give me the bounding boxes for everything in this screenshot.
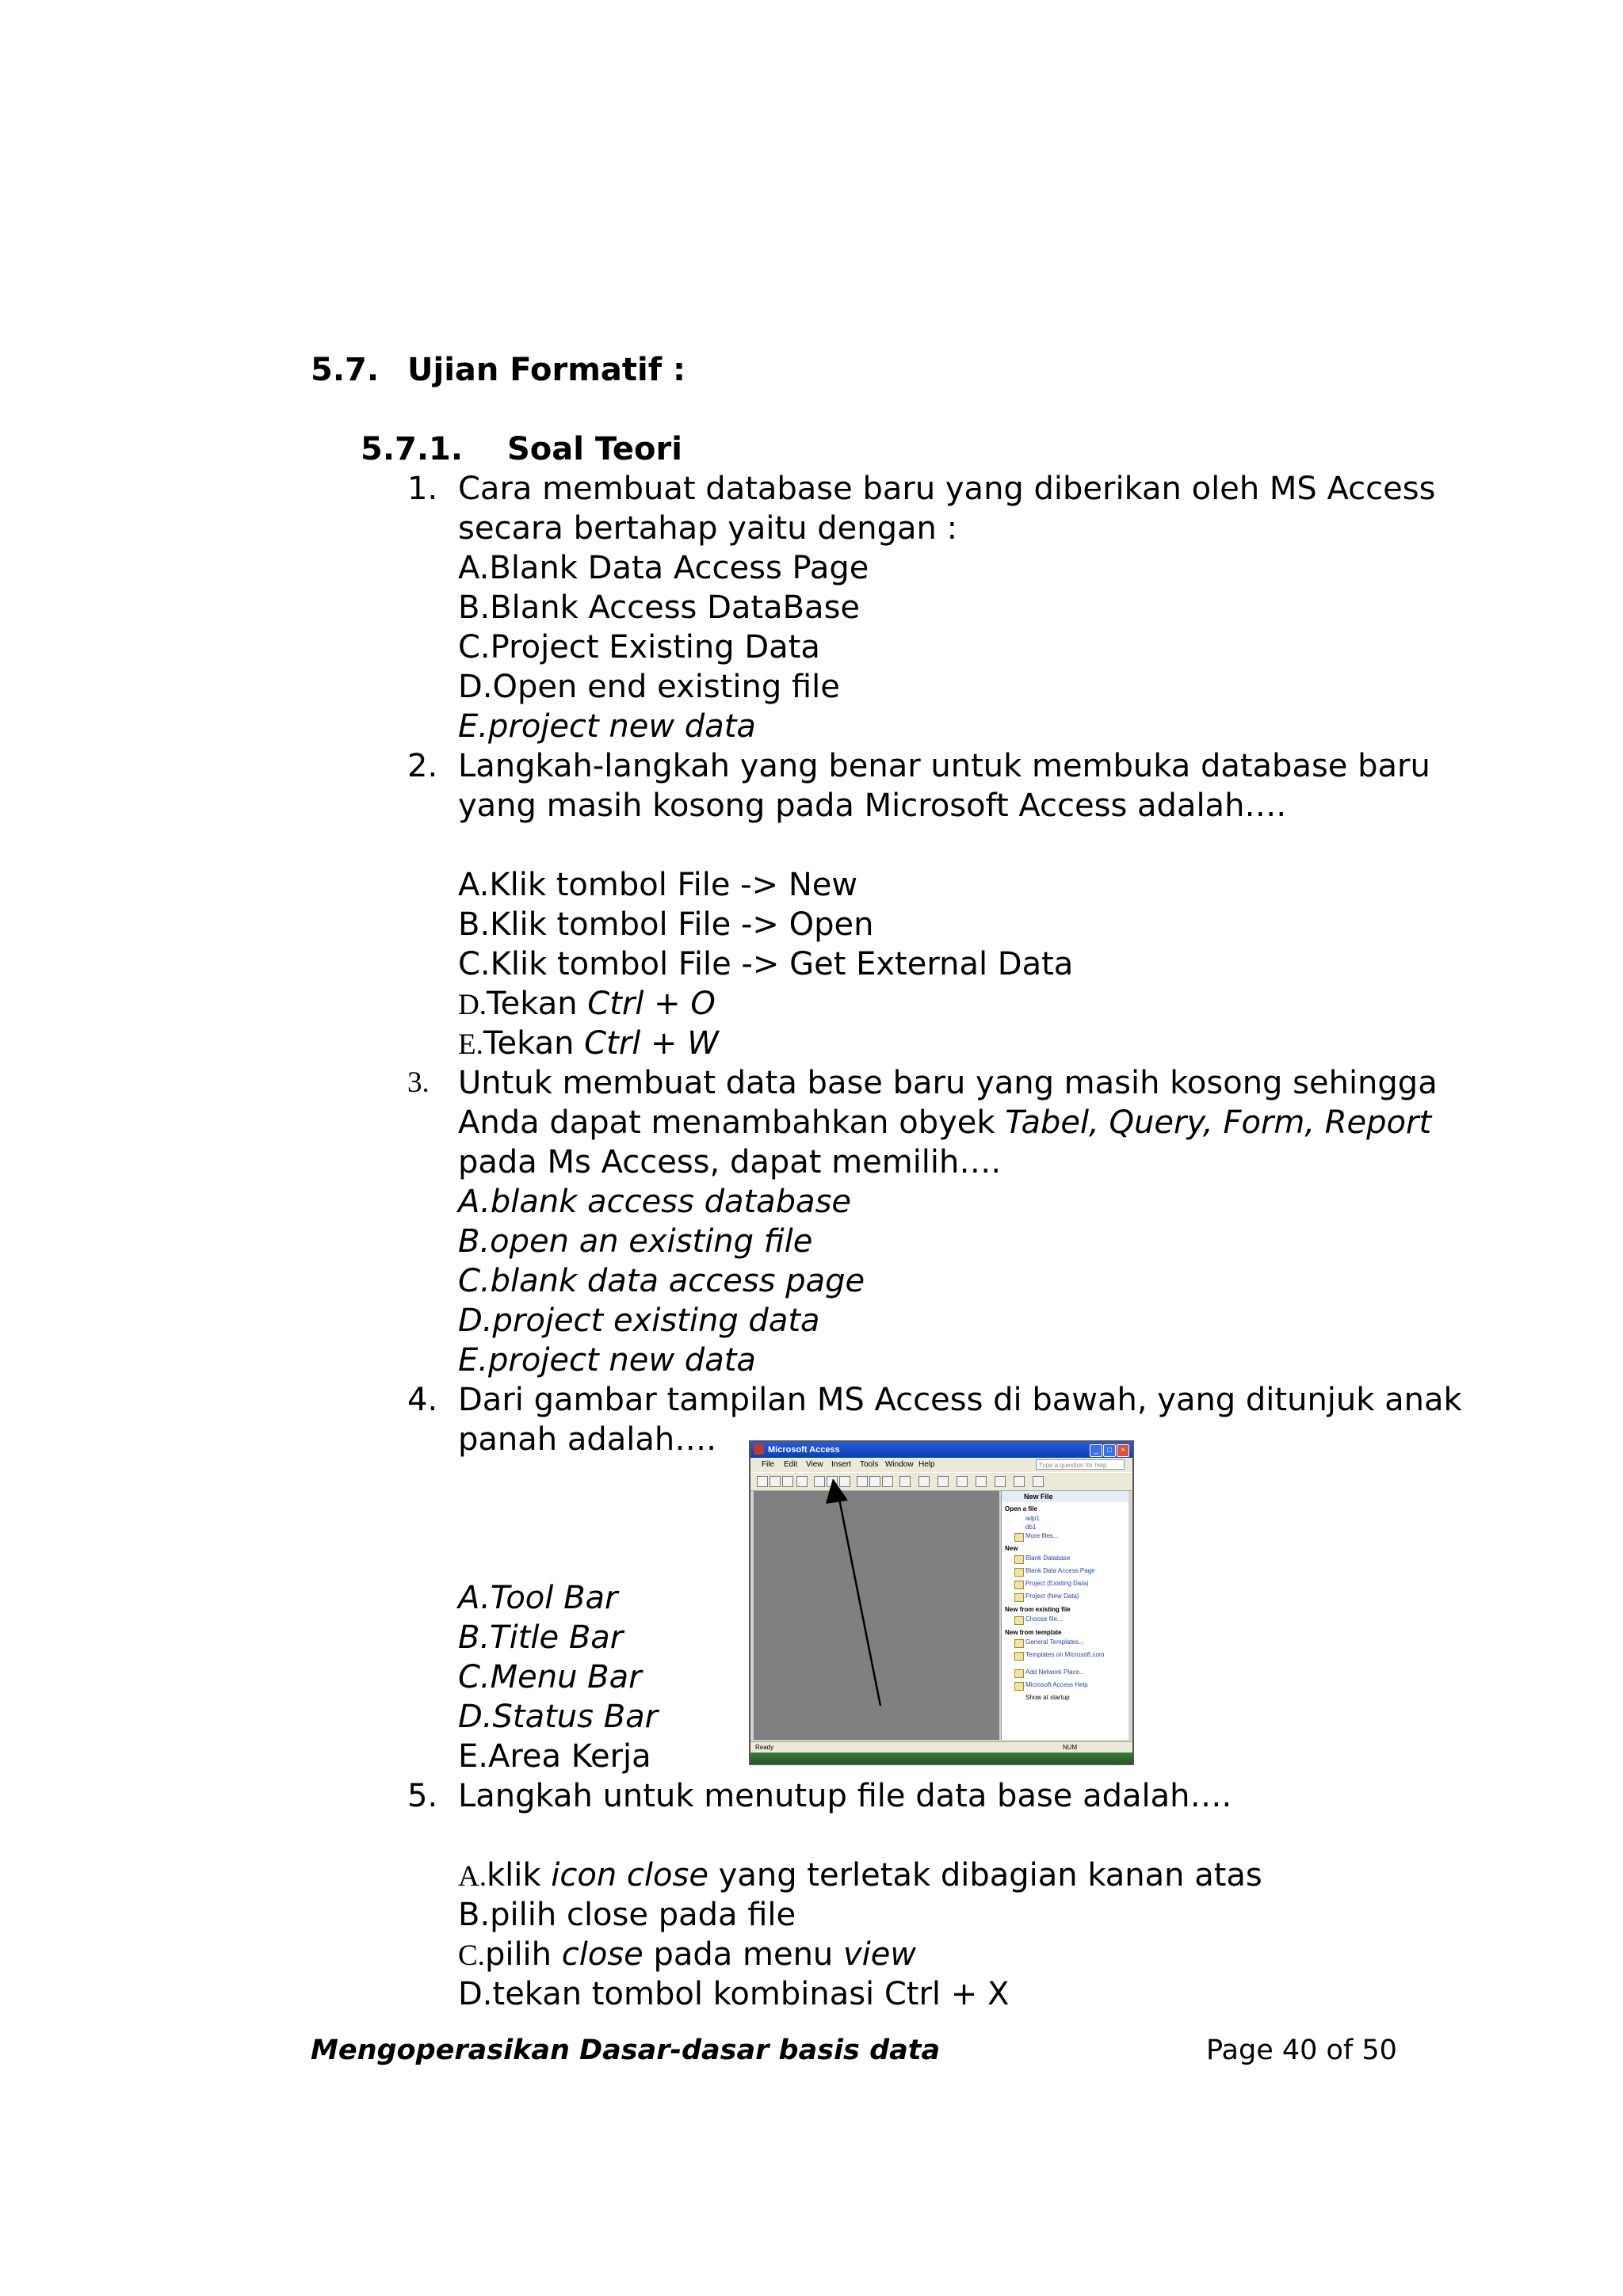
menu-file: File bbox=[762, 1460, 775, 1469]
q2-line1: Langkah-langkah yang benar untuk membuka database baru bbox=[458, 748, 1430, 784]
q5-option-c bbox=[458, 1935, 916, 1976]
q3-line2-text: Anda dapat menambahkan obyek bbox=[458, 1104, 1006, 1141]
section-number: 5.7. bbox=[311, 352, 380, 388]
subsection-title: Soal Teori bbox=[507, 431, 682, 467]
pane-link-templates-microsoft: Templates on Microsoft.com bbox=[1025, 1651, 1105, 1658]
q4-option-e: E.Area Kerja bbox=[458, 1738, 651, 1775]
q1-line1: Cara membuat database baru yang diberikan oleh MS Access bbox=[458, 471, 1436, 507]
close-icon: × bbox=[1117, 1444, 1129, 1457]
help-question-box: Type a question for help bbox=[1036, 1459, 1125, 1470]
q4-option-b: B.Title Bar bbox=[458, 1619, 624, 1656]
pane-show-at-startup: Show at startup bbox=[1025, 1694, 1070, 1701]
q3-number: 3. bbox=[407, 1066, 430, 1099]
ms-access-screenshot bbox=[749, 1440, 1134, 1765]
q5-option-c-letter: C. bbox=[458, 1939, 485, 1972]
menu-help: Help bbox=[918, 1460, 935, 1469]
pane-link-blank-data-access-page: Blank Data Access Page bbox=[1025, 1567, 1095, 1574]
status-num: NUM bbox=[1063, 1744, 1078, 1751]
q2-option-a: A.Klik tombol File -> New bbox=[458, 867, 858, 903]
q1-option-b: B.Blank Access DataBase bbox=[458, 589, 861, 626]
section-title: Ujian Formatif : bbox=[407, 352, 686, 388]
pane-link-project-existing: Project (Existing Data) bbox=[1025, 1580, 1089, 1587]
q4-option-c: C.Menu Bar bbox=[458, 1659, 642, 1695]
q2-number: 2. bbox=[407, 748, 438, 784]
q1-option-e: E.project new data bbox=[458, 708, 756, 745]
pane-link-choose-file: Choose file... bbox=[1025, 1615, 1063, 1623]
q5-option-a-text2: icon close bbox=[551, 1857, 708, 1894]
screenshot-title: Microsoft Access bbox=[768, 1445, 840, 1455]
q5-option-c-text3: pada menu bbox=[643, 1936, 843, 1973]
pane-link-general-templates: General Templates... bbox=[1025, 1638, 1084, 1646]
pane-link-db1: db1 bbox=[1025, 1524, 1037, 1531]
q5-option-c-text2: close bbox=[561, 1936, 643, 1973]
q5-option-a-letter: A. bbox=[458, 1860, 487, 1893]
q4-option-a: A.Tool Bar bbox=[458, 1580, 618, 1616]
q4-line1: Dari gambar tampilan MS Access di bawah, yang ditunjuk anak bbox=[458, 1382, 1462, 1418]
q1-number: 1. bbox=[407, 471, 438, 507]
q2-option-d-text: Tekan bbox=[486, 986, 588, 1022]
q5-option-c-text4: view bbox=[843, 1936, 917, 1973]
menu-view: View bbox=[806, 1460, 823, 1469]
q5-option-b: B.pilih close pada file bbox=[458, 1897, 796, 1933]
pane-link-project-new: Project (New Data) bbox=[1025, 1592, 1079, 1600]
q1-option-a: A.Blank Data Access Page bbox=[458, 550, 869, 586]
subsection-number: 5.7.1. bbox=[361, 431, 464, 467]
q4-line2: panah adalah…. bbox=[458, 1421, 716, 1458]
pane-link-more-files: More files... bbox=[1025, 1532, 1059, 1539]
menu-insert: Insert bbox=[831, 1460, 852, 1469]
q4-option-d: D.Status Bar bbox=[458, 1699, 659, 1735]
q3-line2-objects: Tabel, Query, Form, Report bbox=[1005, 1104, 1432, 1141]
q5-line1: Langkah untuk menutup file data base adalah…. bbox=[458, 1778, 1232, 1814]
pane-open-section: Open a file bbox=[1005, 1505, 1037, 1512]
q5-option-a-text3: yang terletak dibagian kanan atas bbox=[708, 1857, 1262, 1894]
footer-title: Mengoperasikan Dasar-dasar basis data bbox=[311, 2035, 941, 2066]
pane-template-section: New from template bbox=[1005, 1629, 1062, 1636]
q1-option-c: C.Project Existing Data bbox=[458, 629, 820, 666]
pane-link-blank-database: Blank Database bbox=[1025, 1554, 1071, 1562]
pane-link-network-place: Add Network Place... bbox=[1025, 1669, 1085, 1676]
arrow-pointer bbox=[750, 1442, 1132, 1764]
status-ready: Ready bbox=[755, 1744, 774, 1751]
pane-link-access-help: Microsoft Access Help bbox=[1025, 1681, 1088, 1688]
maximize-icon: □ bbox=[1103, 1444, 1116, 1457]
pane-title: New File bbox=[1002, 1491, 1128, 1502]
q5-option-a-text1: klik bbox=[486, 1857, 552, 1894]
q3-option-b: B.open an existing file bbox=[458, 1223, 813, 1260]
minimize-icon: _ bbox=[1090, 1444, 1102, 1457]
pane-link-adp1: adp1 bbox=[1025, 1515, 1040, 1522]
q3-line3: pada Ms Access, dapat memilih…. bbox=[458, 1144, 1002, 1180]
q5-option-a bbox=[458, 1855, 1262, 1897]
q5-option-c-text1: pilih bbox=[484, 1936, 562, 1973]
q1-option-d: D.Open end existing file bbox=[458, 669, 840, 705]
footer-page-number: Page 40 of 50 bbox=[1206, 2035, 1397, 2066]
q2-option-e bbox=[458, 1024, 719, 1065]
q2-option-d-key: Ctrl + O bbox=[587, 986, 716, 1022]
q2-option-e-key: Ctrl + W bbox=[584, 1025, 719, 1062]
q5-option-d: D.tekan tombol kombinasi Ctrl + X bbox=[458, 1976, 1010, 2012]
pane-new-section: New bbox=[1005, 1545, 1018, 1552]
q3-option-e: E.project new data bbox=[458, 1342, 756, 1379]
q3-option-d: D.project existing data bbox=[458, 1302, 820, 1339]
q1-line2: secara bertahap yaitu dengan : bbox=[458, 510, 958, 547]
menu-edit: Edit bbox=[784, 1460, 798, 1469]
menu-tools: Tools bbox=[860, 1460, 879, 1469]
q3-line2 bbox=[458, 1103, 1431, 1142]
q3-option-a: A.blank access database bbox=[458, 1184, 852, 1220]
q2-option-d-letter: D. bbox=[458, 989, 487, 1021]
q2-option-e-letter: E. bbox=[458, 1028, 483, 1061]
q2-option-b: B.Klik tombol File -> Open bbox=[458, 906, 874, 943]
q2-option-e-text: Tekan bbox=[483, 1025, 585, 1062]
q5-number: 5. bbox=[407, 1778, 438, 1814]
q2-line2: yang masih kosong pada Microsoft Access adalah…. bbox=[458, 788, 1287, 824]
q2-option-d bbox=[458, 984, 716, 1025]
q3-option-c: C.blank data access page bbox=[458, 1263, 865, 1299]
q2-option-c: C.Klik tombol File -> Get External Data bbox=[458, 946, 1074, 982]
pane-existing-section: New from existing file bbox=[1005, 1606, 1071, 1613]
q3-line1: Untuk membuat data base baru yang masih kosong sehingga bbox=[458, 1065, 1438, 1101]
q4-number: 4. bbox=[407, 1382, 438, 1418]
menu-window: Window bbox=[885, 1460, 914, 1469]
